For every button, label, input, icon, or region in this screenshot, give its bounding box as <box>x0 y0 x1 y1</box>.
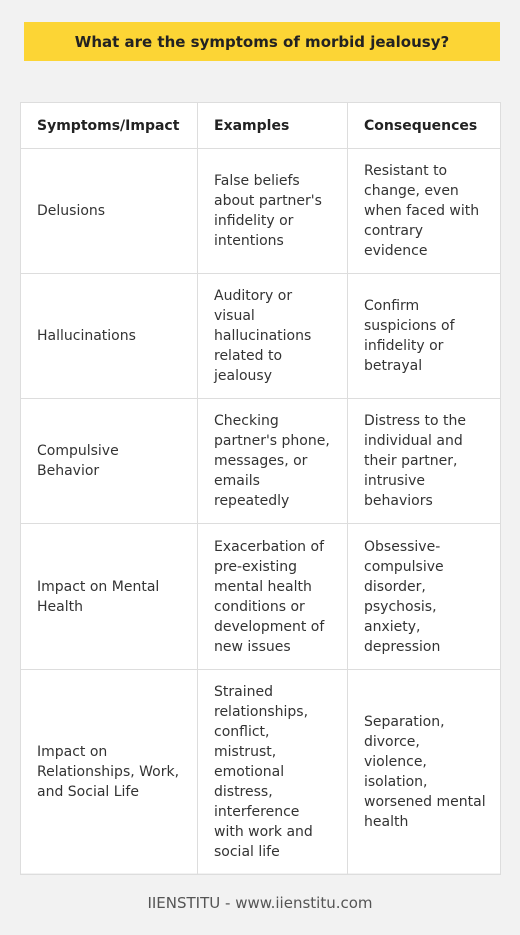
symptoms-table <box>20 102 501 875</box>
table-header-row <box>21 103 501 149</box>
consequence-cell: Separation, divorce, violence, isolation, worsened mental health <box>348 670 501 875</box>
column-header-examples: Examples <box>198 103 348 149</box>
column-header-consequences: Consequences <box>348 103 501 149</box>
table-row <box>21 670 501 875</box>
consequence-cell: Distress to the individual and their partner, intrusive behaviors <box>348 399 501 524</box>
consequence-cell: Confirm suspicions of infidelity or betrayal <box>348 274 501 399</box>
column-header-symptoms: Symptoms/Impact <box>21 103 198 149</box>
symptom-cell: Impact on Mental Health <box>21 524 198 670</box>
table-row <box>21 274 501 399</box>
symptom-cell: Hallucinations <box>21 274 198 399</box>
title-banner <box>24 22 500 61</box>
table-row <box>21 399 501 524</box>
consequence-cell: Obsessive-compulsive disorder, psychosis, anxiety, depression <box>348 524 501 670</box>
symptoms-table-card <box>20 102 500 873</box>
example-cell: Exacerbation of pre-existing mental health conditions or development of new issues <box>198 524 348 670</box>
example-cell: Strained relationships, conflict, mistrust, emotional distress, interference with work and social life <box>198 670 348 875</box>
consequence-cell: Resistant to change, even when faced with contrary evidence <box>348 149 501 274</box>
example-cell: Checking partner's phone, messages, or emails repeatedly <box>198 399 348 524</box>
example-cell: False beliefs about partner's infidelity or intentions <box>198 149 348 274</box>
table-row <box>21 149 501 274</box>
symptom-cell: Compulsive Behavior <box>21 399 198 524</box>
symptom-cell: Delusions <box>21 149 198 274</box>
table-row <box>21 524 501 670</box>
example-cell: Auditory or visual hallucinations related to jealousy <box>198 274 348 399</box>
symptom-cell: Impact on Relationships, Work, and Social Life <box>21 670 198 875</box>
page-title: What are the symptoms of morbid jealousy? <box>74 32 450 51</box>
footer-credit: IIENSTITU - www.iienstitu.com <box>147 894 373 912</box>
